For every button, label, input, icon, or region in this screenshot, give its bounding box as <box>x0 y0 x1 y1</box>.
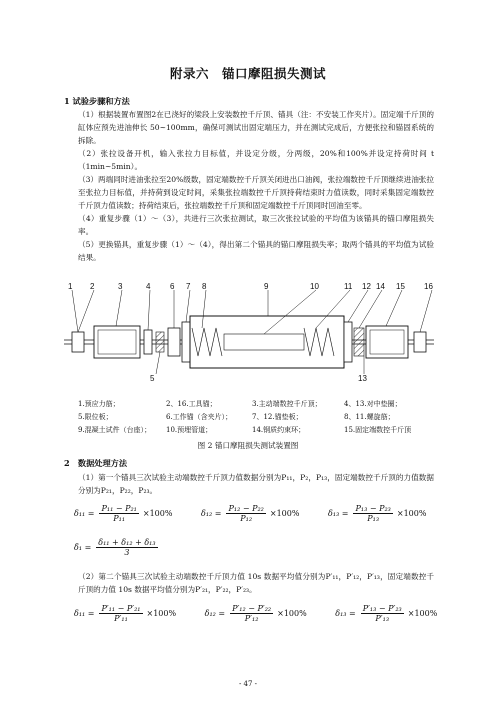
legend-item: 1.预应力筋； <box>78 400 120 408</box>
formula-delta12-prime: δ₁₂ = $\frac{\text{P′₁₂ − P′₂₂}}{\text{P′₁₂}}$ ×100% <box>204 604 307 623</box>
formula-delta13: δ₁₃ = $\frac{\text{P₁₃ − P₂₃}}{\text{P₁₃}}$ ×100% <box>328 504 427 523</box>
label-8: 8 <box>202 282 207 291</box>
data-para-2: （2）第二个锚具三次试验主动端数控千斤顶力值 10s 数据平均值分别为P′₁₁，P′₁₂，P′₁₃，固定端数控千斤顶的力值 10s 数据平均值分别为P′₂₁，P′₂₂，P′₂₃。 <box>78 572 434 594</box>
formula-delta13-prime: δ₁₃ = $\frac{\text{P′₁₃ − P′₂₃}}{\text{P′₁₃}}$ ×100% <box>335 604 438 623</box>
formula-mean-1: δ̄₁ = $\frac{\text{δ₁₁ + δ₁₂ + δ₁₃}}{3}$ <box>74 538 156 557</box>
label-7: 7 <box>186 282 191 291</box>
legend-item: 10.预埋管道； <box>166 426 213 434</box>
centering-washer-left <box>144 330 152 354</box>
step-1-paragraph: （1）根据装置布置图2在已浇好的梁段上安装数控千斤顶、锚具（注：不安装工作夹片）。固定端千斤顶的缸体应预先进油伸长 50~100mm，确保可测试出固定端压力，并在测试完成后，方便张拉和锚固系统的拆除。 <box>78 110 434 145</box>
step-2-paragraph: （2）张拉设备开机，输入张拉力目标值，并设定分级，分两级，20%和100%并设定持荷时间 t（1min~5min）。 <box>78 149 434 171</box>
figure-caption: 图 2 锚口摩阻损失测试装置图 <box>197 441 299 450</box>
formula-delta11: δ₁₁ = $\frac{\text{P₁₁ − P₂₁}}{\text{P₁₁}}$ ×100% <box>74 504 173 523</box>
section1-paragraphs <box>64 108 434 264</box>
formula-row-2 <box>74 604 463 623</box>
embedded-duct <box>224 334 304 350</box>
section2-heading: 2 数据处理方法 <box>64 458 128 468</box>
step-3-paragraph: （3）两端同时进油张拉至20%级数，固定端数控千斤顶关闭进出口油阀，张拉端数控千斤顶继续进油张拉至张拉力目标值，并持荷到设定时间，采集张拉端数控千斤顶持荷结束时力值读数，同时采集固定端数控千斤顶力值读数；持荷结束后，张拉端数控千斤顶和固定端数控千斤顶同时回油至零。 <box>78 175 434 210</box>
legend-item: 8、11.螺旋筋； <box>344 413 395 421</box>
step-4-paragraph: （4）重复步骤（1）～（3），共进行三次张拉测试，取三次张拉试验的平均值为该锚具的锚口摩阻损失率。 <box>78 214 434 236</box>
tool-anchor-left <box>72 332 84 352</box>
formula-delta11-prime: δ₁₁ = $\frac{\text{P′₁₁ − P′₂₁}}{\text{P′₁₁}}$ ×100% <box>74 604 177 623</box>
fixed-jack <box>366 326 408 358</box>
anchor-plate-right <box>344 322 352 362</box>
label-5: 5 <box>150 374 155 382</box>
label-16: 16 <box>424 282 433 291</box>
legend-row <box>78 411 428 424</box>
label-2: 2 <box>90 282 95 291</box>
data-para-1: （1）第一个锚具三次试验主动端数控千斤顶力值数据分别为P₁₁，P₂，P₁₃，固定端数控千斤顶的力值数据分别为P₂₁，P₂₂，P₂₃。 <box>78 473 434 495</box>
active-jack <box>94 326 140 358</box>
page-title: 附录六 锚口摩阻损失测试 <box>169 66 326 81</box>
work-anchor <box>168 328 180 356</box>
legend-item: 15.固定端数控千斤顶 <box>344 426 412 434</box>
legend-row <box>78 398 428 411</box>
legend-item: 4、13.对中垫圈； <box>344 400 402 408</box>
diagram-legend <box>78 398 428 437</box>
label-11: 11 <box>344 282 353 291</box>
label-14: 14 <box>376 282 385 291</box>
formula-delta12: δ₁₂ = $\frac{\text{P₁₂ − P₂₂}}{\text{P₁₂}}$ ×100% <box>201 504 300 523</box>
test-setup-diagram <box>64 282 434 382</box>
label-13: 13 <box>358 374 367 382</box>
label-3: 3 <box>118 282 123 291</box>
label-6: 6 <box>170 282 175 291</box>
formula-row-1 <box>74 504 452 523</box>
label-4: 4 <box>146 282 151 291</box>
section1-heading: 1 试验步骤和方法 <box>64 96 130 106</box>
legend-item: 14.钢质约束环； <box>252 426 306 434</box>
section2-para1 <box>64 471 434 497</box>
section2-para2 <box>64 570 434 596</box>
label-9: 9 <box>264 282 269 291</box>
step-5-paragraph: （5）更换锚具，重复步骤（1）～（4），得出第二个锚具的锚口摩阻损失率；取两个锚具的平均值为试验结果。 <box>78 240 434 262</box>
legend-item: 7、12.锚垫板； <box>252 413 303 421</box>
legend-item: 2、16.工具锚； <box>166 400 217 408</box>
label-10: 10 <box>310 282 319 291</box>
legend-item: 5.限位板； <box>78 413 113 421</box>
legend-item: 9.混凝土试件（台座）； <box>78 426 152 434</box>
limit-plate <box>156 332 164 352</box>
label-15: 15 <box>396 282 405 291</box>
label-1: 1 <box>68 282 73 291</box>
legend-row <box>78 424 428 437</box>
legend-item: 6.工作锚（含夹片）； <box>166 413 233 421</box>
label-12: 12 <box>362 282 371 291</box>
anchor-plate-left <box>182 322 190 362</box>
tool-anchor-right <box>414 332 426 352</box>
steel-ring <box>354 328 364 356</box>
legend-item: 3.主动端数控千斤顶； <box>252 400 322 408</box>
page-number: - 47 - <box>238 680 258 688</box>
